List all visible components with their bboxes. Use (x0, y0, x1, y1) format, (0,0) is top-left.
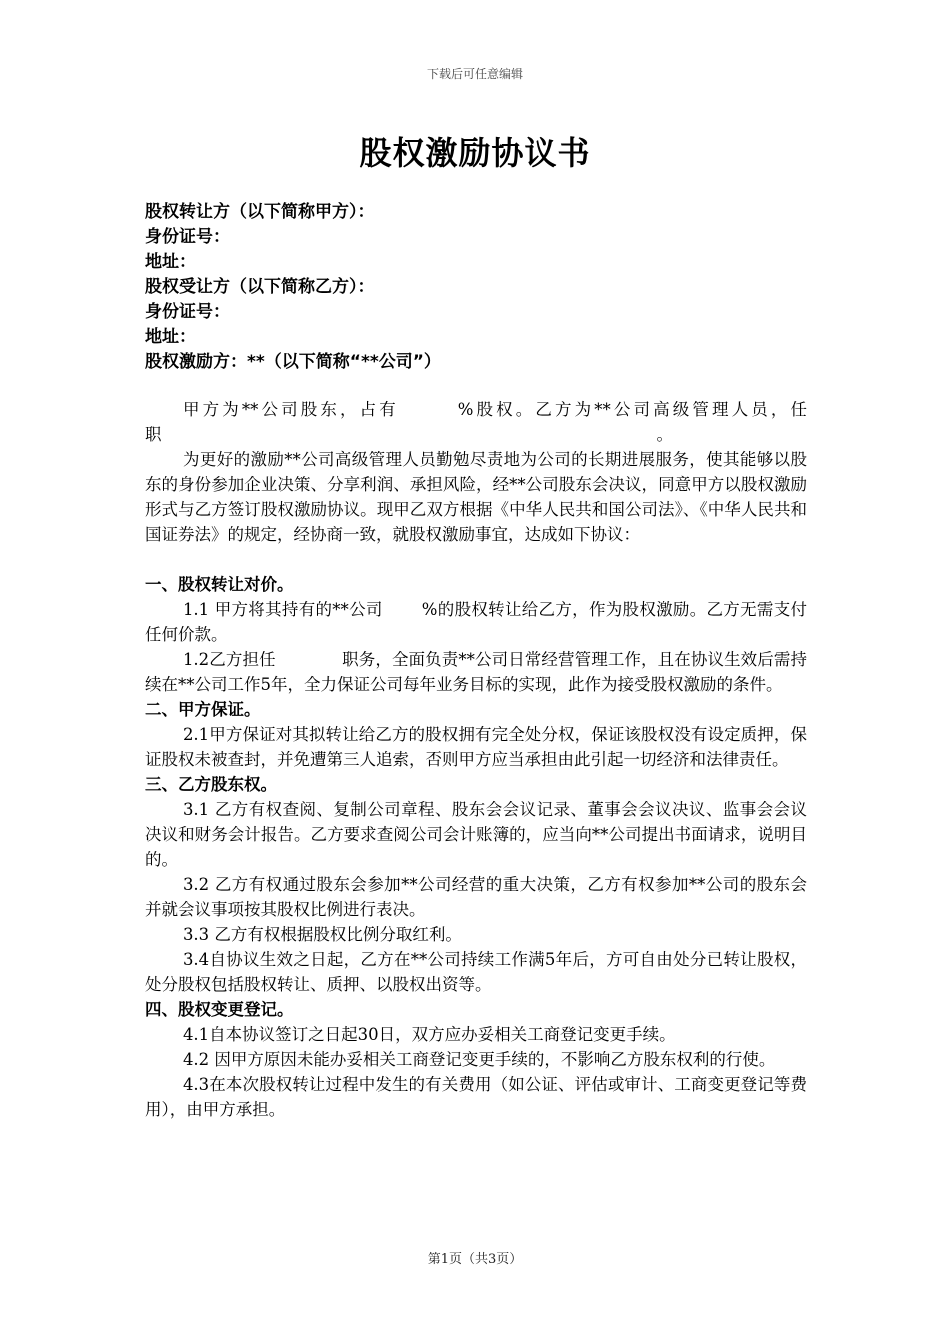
clause-paragraph: 3.2 乙方有权通过股东会参加**公司经营的重大决策，乙方有权参加**公司的股东会并就会议事项按其股权比例进行表决。 (145, 875, 807, 919)
clause-paragraph: 3.1 乙方有权查阅、复制公司章程、股东会会议记录、董事会会议决议、监事会会议决议和财务会计报告。乙方要求查阅公司会计账簿的，应当向**公司提出书面请求，说明目的。 (145, 800, 807, 869)
clause-paragraph: 4.2 因甲方原因未能办妥相关工商登记变更手续的，不影响乙方股东权利的行使。 (182, 1050, 776, 1069)
document-title: 股权激励协议书 (359, 134, 591, 172)
party-transferor-address-line: 地址： (145, 252, 196, 272)
parties-block (145, 200, 815, 375)
page-header-note: 下载后可任意编辑 (426, 67, 523, 81)
clause-paragraph: 1.1 甲方将其持有的**公司 %的股权转让给乙方，作为股权激励。乙方无需支付任何价款。 (145, 600, 807, 644)
page-number-footer: 第1页（共3页） (427, 1252, 523, 1267)
clause-paragraph: 4.1自本协议签订之日起30日，双方应办妥相关工商登记变更手续。 (182, 1025, 676, 1044)
clause-paragraph: 3.4自协议生效之日起，乙方在**公司持续工作满5年后，方可自由处分已转让股权，处分股权包括股权转让、质押、以股权出资等。 (145, 950, 807, 994)
party-transferor-line: 股权转让方（以下简称甲方）： (145, 202, 375, 222)
party-incentive-company-line: 股权激励方：**（以下简称“**公司”） (145, 352, 441, 372)
party-transferee-line: 股权受让方（以下简称乙方）： (145, 277, 375, 297)
section-heading: 一、股权转让对价。 (145, 575, 294, 594)
party-transferee-address-line: 地址： (145, 327, 196, 347)
clause-paragraph: 1.2乙方担任 职务，全面负责**公司日常经营管理工作，且在协议生效后需持续在**公司工作5年，全力保证公司每年业务目标的实现，此作为接受股权激励的条件。 (145, 650, 807, 694)
section-heading: 二、甲方保证。 (145, 700, 261, 719)
section-spacer (145, 547, 807, 572)
intro-paragraph: 为更好的激励**公司高级管理人员勤勉尽责地为公司的长期进展服务，使其能够以股东的身份参加企业决策、分享利润、承担风险，经**公司股东会决议，同意甲方以股权激励形式与乙方签订股权激励协议。现甲乙双方根据《中华人民共和国公司法》、《中华人民共和国证券法》的规定，经协商一致，就股权激励事宜，达成如下协议： (145, 450, 807, 544)
section-heading: 四、股权变更登记。 (145, 1000, 294, 1019)
clause-paragraph: 2.1甲方保证对其拟转让给乙方的股权拥有完全处分权，保证该股权没有设定质押，保证股权未被查封，并免遭第三人追索，否则甲方应当承担由此引起一切经济和法律责任。 (145, 725, 807, 769)
intro-paragraph: 甲方为**公司股东，占有 %股权。乙方为**公司高级管理人员，任职 。 (145, 400, 807, 444)
section-heading: 三、乙方股东权。 (145, 775, 277, 794)
clause-paragraph: 3.3 乙方有权根据股权比例分取红利。 (182, 925, 462, 944)
party-transferee-id-line: 身份证号： (145, 302, 230, 322)
document-body (145, 397, 807, 1122)
party-transferor-id-line: 身份证号： (145, 227, 230, 247)
clause-paragraph: 4.3在本次股权转让过程中发生的有关费用（如公证、评估或审计、工商变更登记等费用），由甲方承担。 (145, 1075, 807, 1119)
